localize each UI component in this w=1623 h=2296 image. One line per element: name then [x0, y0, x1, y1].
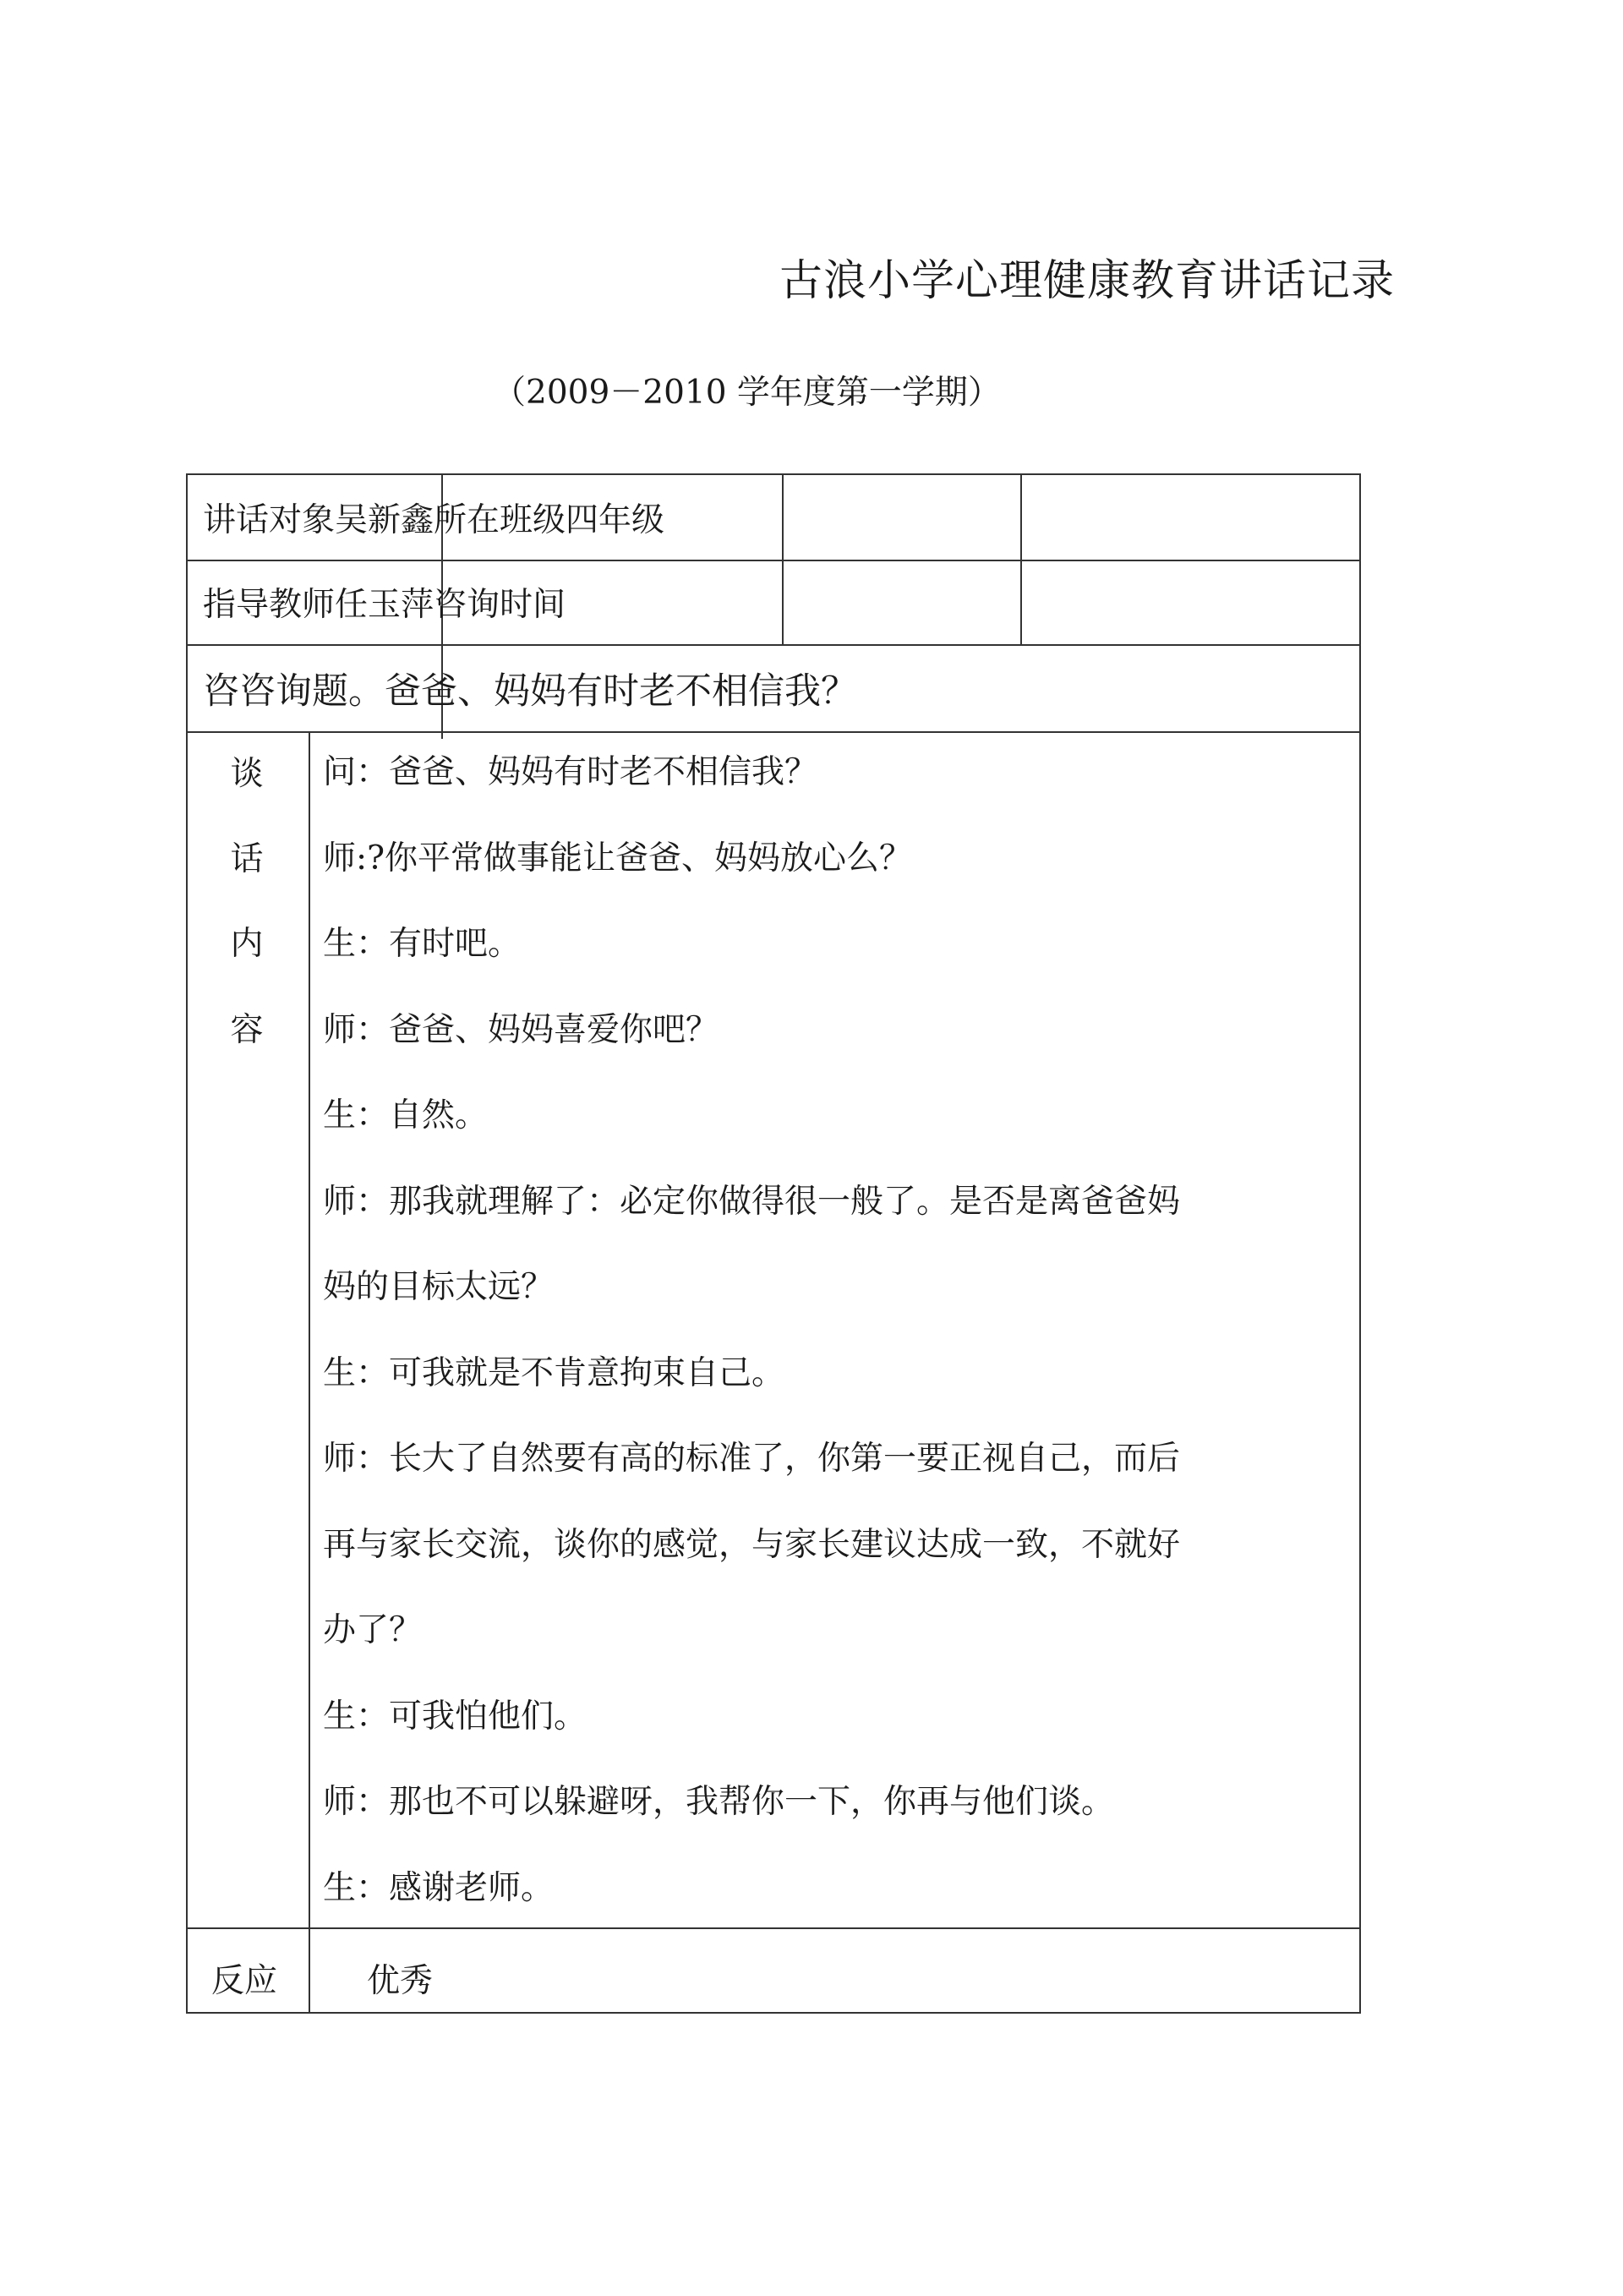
row-speaker-class: 讲话对象吴新鑫所在班级四年级 [203, 501, 665, 539]
column-divider [782, 475, 784, 646]
dialog-line: 师：那我就理解了：必定你做得很一般了。是否是离爸爸妈 [323, 1182, 1181, 1221]
dialog-line: 师：长大了自然要有高的标准了，你第一要正视自己，而后 [323, 1440, 1181, 1478]
row-consult-topic: 咨咨询题。爸爸、妈妈有时老不相信我？ [203, 670, 857, 713]
result-value: 优秀 [367, 1962, 434, 2000]
dialog-line: 再与家长交流，谈你的感觉，与家长建议达成一致，不就好 [323, 1525, 1181, 1564]
semester-subtitle: （2009－2010 学年度第一学期） [493, 374, 1001, 412]
dialog-line: 师：那也不可以躲避呀，我帮你一下，你再与他们谈。 [323, 1783, 1115, 1821]
content-label-char: 话 [230, 840, 264, 878]
dialog-line: 生：有时吧。 [323, 925, 522, 963]
row-divider [188, 731, 1359, 733]
dialog-line: 生：可我就是不肯意拘束自己。 [323, 1353, 785, 1392]
result-label: 反应 [211, 1962, 278, 2000]
page-title: 古浪小学心理健康教育讲话记录 [779, 256, 1396, 306]
content-label-char: 内 [230, 925, 264, 963]
dialog-line: 师:?你平常做事能让爸爸、妈妈放心么？ [323, 839, 913, 877]
dialog-line: 生：感谢老师。 [323, 1868, 555, 1907]
row-divider [188, 560, 1359, 561]
content-label-char: 谈 [230, 755, 264, 793]
dialog-line: 生：自然。 [323, 1096, 489, 1134]
row-divider [188, 644, 1359, 646]
dialog-line: 妈的目标太远？ [323, 1268, 555, 1306]
dialog-line: 办了？ [323, 1611, 423, 1649]
content-label-char: 容 [230, 1011, 264, 1049]
row-teacher-time: 指导教师任玉萍咨询时间 [203, 586, 566, 624]
dialog-line: 生：可我怕他们。 [323, 1697, 587, 1736]
column-divider [1020, 475, 1022, 646]
record-table [186, 473, 1361, 2014]
column-divider [309, 731, 310, 2014]
dialog-line: 问：爸爸、妈妈有时老不相信我？ [323, 753, 818, 791]
dialog-line: 师：爸爸、妈妈喜爱你吧？ [323, 1010, 719, 1049]
dialog-list [323, 747, 1180, 1949]
